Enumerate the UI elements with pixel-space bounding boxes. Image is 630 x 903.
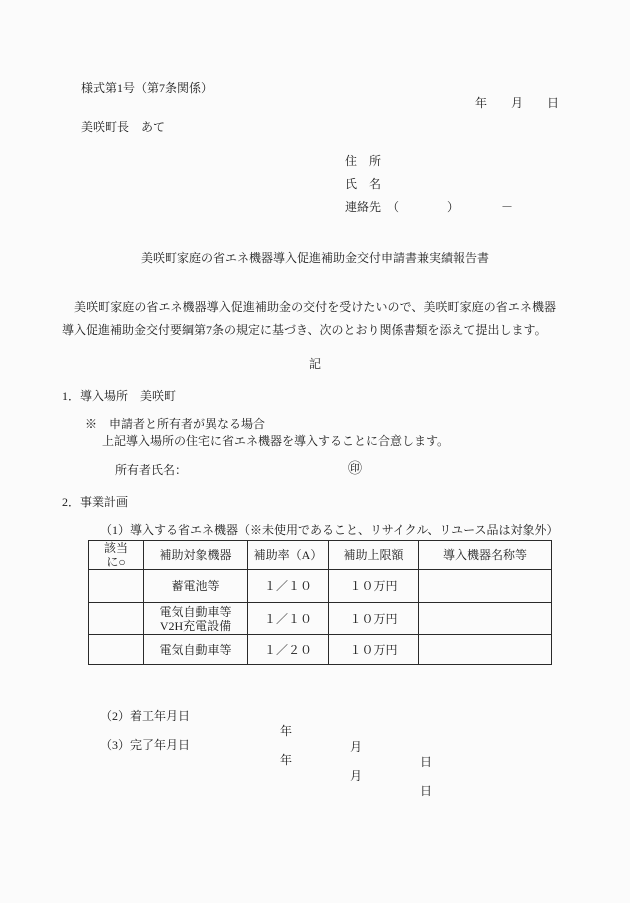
- start-date-label: （2）着工年月日: [100, 708, 191, 723]
- device-line1: 電気自動車等: [159, 642, 232, 657]
- header-limit: 補助上限額: [329, 541, 419, 570]
- form-number: 様式第1号（第7条関係）: [81, 81, 214, 95]
- device-line2: V2H充電設備: [159, 618, 232, 633]
- device-table: [88, 540, 552, 665]
- date-fill-line: 年 月 日: [474, 96, 559, 110]
- day-label: 日: [420, 784, 433, 799]
- table-row: [89, 635, 552, 665]
- table-row: [89, 570, 552, 603]
- cell-device: [144, 603, 248, 635]
- device-line1: 蓄電池等: [171, 579, 220, 593]
- header-rate: 補助率（A）: [248, 541, 329, 570]
- owner-name-label: 所有者氏名：: [115, 463, 188, 477]
- document-title: 美咲町家庭の省エネ機器導入促進補助金交付申請書兼実績報告書: [140, 251, 489, 265]
- cell-name: [419, 635, 552, 665]
- section1-note1: ※ 申請者と所有者が異なる場合: [85, 417, 266, 431]
- completion-date-line: [0, 722, 630, 799]
- year-label: 年: [280, 753, 293, 768]
- year-label: 年: [280, 724, 293, 739]
- seal-icon: ㊞: [348, 462, 362, 477]
- header-check-line1: 該当: [103, 541, 128, 555]
- header-device: 補助対象機器: [144, 541, 248, 570]
- month-label: 月: [350, 739, 363, 754]
- cell-rate: １／２０: [248, 635, 329, 665]
- name-label: 氏 名: [345, 177, 382, 191]
- cell-name: [419, 570, 552, 603]
- completion-date-label: （3）完了年月日: [100, 737, 191, 752]
- cell-rate: １／１０: [248, 603, 329, 635]
- cell-rate: １／１０: [248, 570, 329, 603]
- cell-check: [89, 570, 144, 603]
- cell-limit: １０万円: [329, 570, 419, 603]
- cell-name: [419, 603, 552, 635]
- header-check: [89, 541, 144, 570]
- header-name: 導入機器名称等: [419, 541, 552, 570]
- header-check-line2: に○: [106, 555, 126, 569]
- ki-label: 記: [308, 357, 321, 371]
- section1-heading: 1．導入場所 美咲町: [62, 389, 177, 403]
- cell-device: [144, 570, 248, 603]
- section1-note2: 上記導入場所の住宅に省エネ機器を導入することに合意します。: [102, 434, 450, 448]
- contact-line: 連絡先 （ ） －: [345, 200, 514, 214]
- cell-check: [89, 635, 144, 665]
- device-line1: 電気自動車等: [159, 604, 232, 619]
- addressee-line: 美咲町長 あて: [81, 120, 166, 134]
- cell-limit: １０万円: [329, 635, 419, 665]
- day-label: 日: [420, 755, 433, 770]
- address-label: 住 所: [345, 154, 382, 168]
- section2-heading: 2．事業計画: [62, 495, 129, 509]
- cell-limit: １０万円: [329, 603, 419, 635]
- cell-device: [144, 635, 248, 665]
- section2-sub1-heading: （1）導入する省エネ機器（※未使用であること、リサイクル、リユース品は対象外）: [100, 523, 559, 537]
- table-row: [89, 603, 552, 635]
- table-header-row: [89, 541, 552, 570]
- month-label: 月: [350, 768, 363, 783]
- cell-check: [89, 603, 144, 635]
- body-paragraph: 美咲町家庭の省エネ機器導入促進補助金の交付を受けたいので、美咲町家庭の省エネ機器導入促進補助金交付要綱第7条の規定に基づき、次のとおり関係書類を添えて提出します。: [62, 300, 556, 337]
